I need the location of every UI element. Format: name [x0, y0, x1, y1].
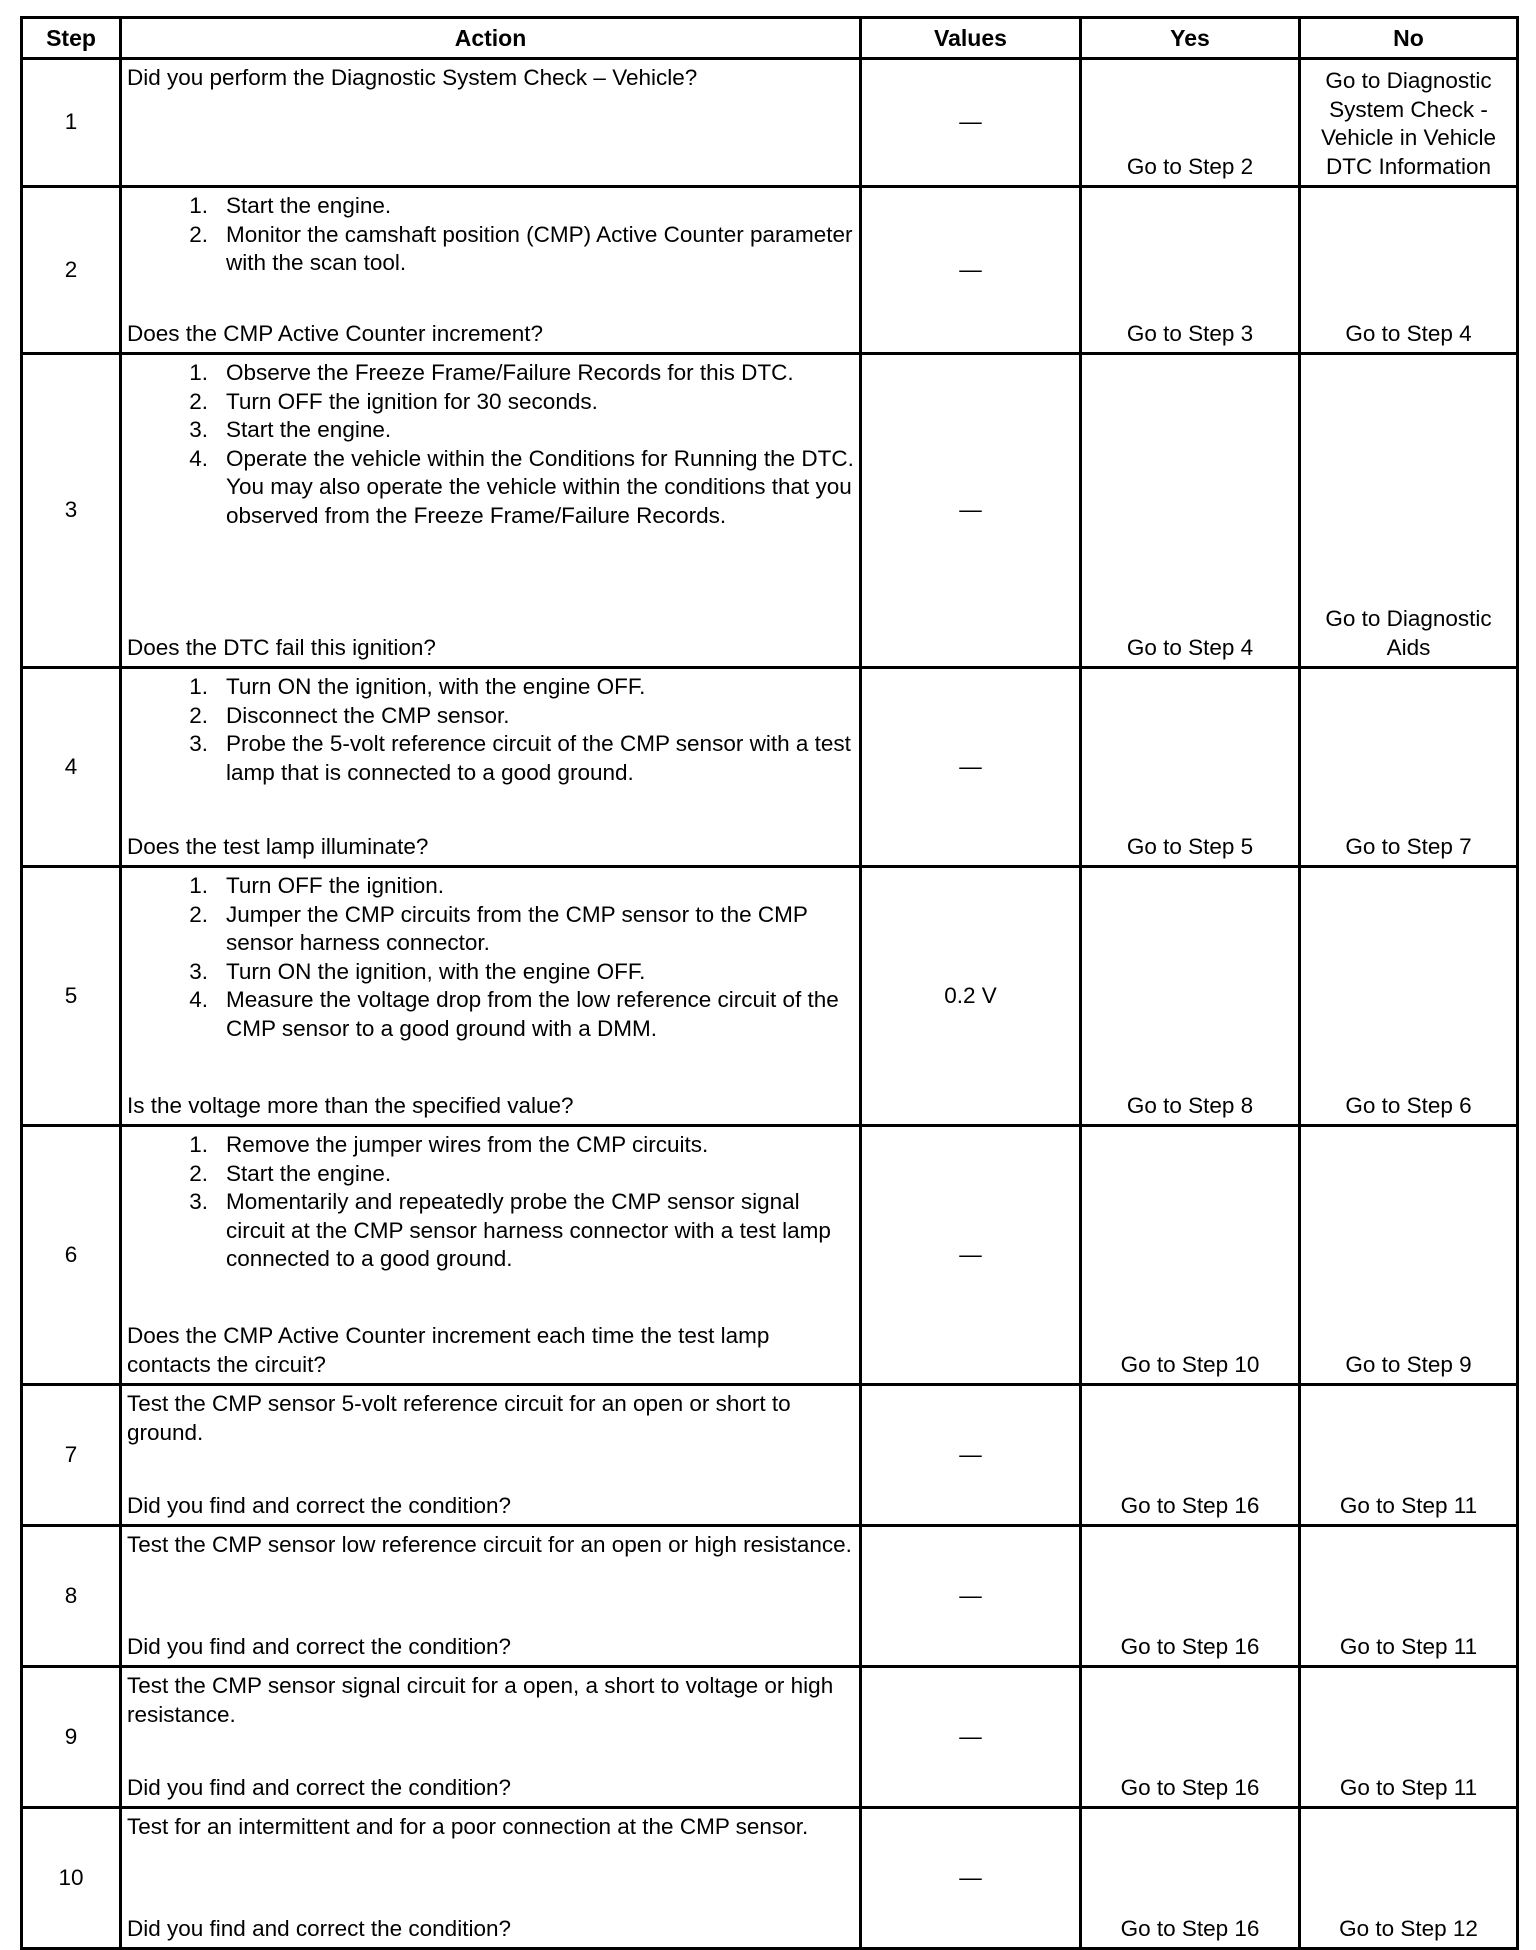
list-item-number: 2. [189, 221, 208, 247]
action-question: Does the DTC fail this ignition? [127, 634, 436, 660]
list-item-number: 1. [189, 193, 208, 218]
action-content [122, 355, 859, 666]
list-item-text: Start the engine. [226, 417, 392, 442]
no-outcome: Go to Step 9 [1300, 1126, 1518, 1385]
action-text: Test the CMP sensor signal circuit for a open, a short to voltage or high resistance. [127, 1673, 834, 1727]
list-item-number: 1. [189, 873, 208, 898]
action-question: Did you find and correct the condition? [127, 1492, 511, 1518]
action-cell [121, 668, 861, 867]
action-cell [121, 187, 861, 354]
value-cell: — [861, 1526, 1081, 1667]
no-outcome: Go to Diagnostic Aids [1300, 354, 1518, 668]
action-content [122, 868, 859, 1124]
yes-outcome: Go to Step 16 [1081, 1808, 1300, 1949]
header-step: Step [22, 18, 121, 59]
list-item [127, 673, 855, 702]
step-number: 9 [22, 1667, 121, 1808]
yes-outcome: Go to Step 10 [1081, 1126, 1300, 1385]
value-cell: — [861, 668, 1081, 867]
list-item-number: 2. [189, 702, 208, 728]
list-item-text: Momentarily and repeatedly probe the CMP sensor signal circuit at the CMP sensor harness connector with a test lamp connected to a good ground. [226, 1189, 831, 1271]
step-number: 5 [22, 867, 121, 1126]
list-item-number: 2. [189, 1160, 208, 1186]
action-text: Did you perform the Diagnostic System Check – Vehicle? [127, 65, 698, 90]
list-item-text: Turn ON the ignition, with the engine OFF. [226, 958, 646, 984]
list-item-text: Jumper the CMP circuits from the CMP sensor to the CMP sensor harness connector. [226, 901, 808, 955]
action-instructions [127, 64, 855, 93]
list-item-number: 4. [189, 987, 208, 1012]
list-item-text: Disconnect the CMP sensor. [226, 702, 510, 728]
step-number: 1 [22, 59, 121, 187]
step-number: 8 [22, 1526, 121, 1667]
action-question: Did you find and correct the condition? [127, 1915, 511, 1941]
list-item-number: 2. [189, 388, 208, 414]
yes-outcome: Go to Step 2 [1081, 59, 1300, 187]
list-item-number: 2. [189, 901, 208, 927]
yes-outcome: Go to Step 8 [1081, 867, 1300, 1126]
action-question: Is the voltage more than the specified value? [127, 1092, 574, 1118]
action-instructions [127, 872, 855, 1043]
value-cell: — [861, 1385, 1081, 1526]
action-cell [121, 1667, 861, 1808]
no-outcome: Go to Step 7 [1300, 668, 1518, 867]
action-content [122, 1527, 859, 1665]
list-item-number: 3. [189, 1189, 208, 1214]
action-instructions [127, 1531, 855, 1560]
action-text: Test the CMP sensor low reference circuit for an open or high resistance. [127, 1532, 852, 1557]
action-instructions [127, 673, 855, 787]
list-item [127, 1131, 855, 1160]
action-text: Test for an intermittent and for a poor connection at the CMP sensor. [127, 1814, 809, 1839]
list-item [127, 958, 855, 987]
action-cell [121, 1526, 861, 1667]
step-number: 4 [22, 668, 121, 867]
list-item [127, 1160, 855, 1189]
list-item [127, 872, 855, 901]
list-item-text: Probe the 5-volt reference circuit of the CMP sensor with a test lamp that is connected to a good ground. [226, 731, 851, 785]
action-instructions [127, 1813, 855, 1842]
action-cell [121, 59, 861, 187]
list-item-number: 3. [189, 417, 208, 442]
list-item [127, 1188, 855, 1274]
action-content [122, 60, 859, 185]
action-instructions [127, 359, 855, 530]
yes-outcome: Go to Step 16 [1081, 1667, 1300, 1808]
action-content [122, 1809, 859, 1947]
value-cell: — [861, 1808, 1081, 1949]
step-number: 3 [22, 354, 121, 668]
table-row [22, 1526, 1518, 1667]
list-item [127, 986, 855, 1043]
list-item-text: Turn OFF the ignition for 30 seconds. [226, 388, 598, 414]
no-outcome: Go to Step 6 [1300, 867, 1518, 1126]
table-row [22, 1667, 1518, 1808]
action-instructions [127, 1672, 855, 1729]
header-yes: Yes [1081, 18, 1300, 59]
action-content [122, 1127, 859, 1383]
table-row [22, 867, 1518, 1126]
table-row [22, 354, 1518, 668]
list-item-text: Operate the vehicle within the Conditions for Running the DTC. You may also operate the vehicle within the conditions that you observed from the Freeze Frame/Failure Records. [226, 445, 854, 528]
action-cell [121, 354, 861, 668]
action-text: Test the CMP sensor 5-volt reference circuit for an open or short to ground. [127, 1391, 791, 1445]
value-cell: — [861, 59, 1081, 187]
action-question: Does the CMP Active Counter increment each time the test lamp contacts the circuit? [127, 1323, 770, 1377]
table-row [22, 1126, 1518, 1385]
step-number: 7 [22, 1385, 121, 1526]
step-number: 6 [22, 1126, 121, 1385]
action-cell [121, 867, 861, 1126]
table-row [22, 1385, 1518, 1526]
value-cell: — [861, 1667, 1081, 1808]
value-cell: 0.2 V [861, 867, 1081, 1126]
yes-outcome: Go to Step 4 [1081, 354, 1300, 668]
yes-outcome: Go to Step 16 [1081, 1385, 1300, 1526]
yes-outcome: Go to Step 16 [1081, 1526, 1300, 1667]
header-row [22, 18, 1518, 59]
list-item [127, 901, 855, 958]
action-step-list [127, 1131, 855, 1274]
list-item-number: 1. [189, 674, 208, 699]
list-item-text: Turn ON the ignition, with the engine OFF. [226, 674, 646, 699]
step-number: 2 [22, 187, 121, 354]
list-item-text: Start the engine. [226, 1160, 392, 1186]
action-instructions [127, 1390, 855, 1447]
action-content [122, 669, 859, 865]
action-step-list [127, 192, 855, 278]
list-item [127, 445, 855, 531]
no-outcome: Go to Diagnostic System Check - Vehicle in Vehicle DTC Information [1300, 59, 1518, 187]
list-item [127, 702, 855, 731]
header-no: No [1300, 18, 1518, 59]
list-item-text: Measure the voltage drop from the low reference circuit of the CMP sensor to a good ground with a DMM. [226, 987, 839, 1041]
step-number: 10 [22, 1808, 121, 1949]
no-outcome: Go to Step 4 [1300, 187, 1518, 354]
table-row [22, 1808, 1518, 1949]
list-item-number: 1. [189, 360, 208, 385]
value-cell: — [861, 1126, 1081, 1385]
list-item-text: Start the engine. [226, 193, 392, 218]
list-item-text: Observe the Freeze Frame/Failure Records for this DTC. [226, 360, 794, 385]
table-row [22, 668, 1518, 867]
action-question: Did you find and correct the condition? [127, 1774, 511, 1800]
value-cell: — [861, 354, 1081, 668]
action-content [122, 1668, 859, 1806]
list-item [127, 416, 855, 445]
no-outcome: Go to Step 11 [1300, 1526, 1518, 1667]
yes-outcome: Go to Step 5 [1081, 668, 1300, 867]
yes-outcome: Go to Step 3 [1081, 187, 1300, 354]
list-item [127, 388, 855, 417]
list-item [127, 221, 855, 278]
table-row [22, 59, 1518, 187]
header-action: Action [121, 18, 861, 59]
list-item-number: 1. [189, 1132, 208, 1157]
no-outcome: Go to Step 11 [1300, 1667, 1518, 1808]
header-values: Values [861, 18, 1081, 59]
value-cell: — [861, 187, 1081, 354]
action-content [122, 1386, 859, 1524]
action-step-list [127, 673, 855, 787]
no-outcome: Go to Step 11 [1300, 1385, 1518, 1526]
list-item [127, 730, 855, 787]
action-step-list [127, 359, 855, 530]
list-item-text: Monitor the camshaft position (CMP) Active Counter parameter with the scan tool. [226, 221, 853, 275]
action-question: Does the test lamp illuminate? [127, 833, 429, 859]
list-item-number: 4. [189, 445, 208, 471]
action-cell [121, 1385, 861, 1526]
no-outcome: Go to Step 12 [1300, 1808, 1518, 1949]
action-step-list [127, 872, 855, 1043]
diagnostic-table [20, 16, 1519, 1950]
action-instructions [127, 192, 855, 278]
list-item-number: 3. [189, 731, 208, 756]
list-item-text: Turn OFF the ignition. [226, 873, 445, 898]
list-item-text: Remove the jumper wires from the CMP circuits. [226, 1132, 709, 1157]
list-item [127, 192, 855, 221]
action-instructions [127, 1131, 855, 1274]
action-cell [121, 1808, 861, 1949]
list-item [127, 359, 855, 388]
action-cell [121, 1126, 861, 1385]
action-content [122, 188, 859, 352]
action-question: Does the CMP Active Counter increment? [127, 320, 544, 346]
list-item-number: 3. [189, 958, 208, 984]
table-body [22, 59, 1518, 1949]
action-question: Did you find and correct the condition? [127, 1633, 511, 1659]
table-row [22, 187, 1518, 354]
